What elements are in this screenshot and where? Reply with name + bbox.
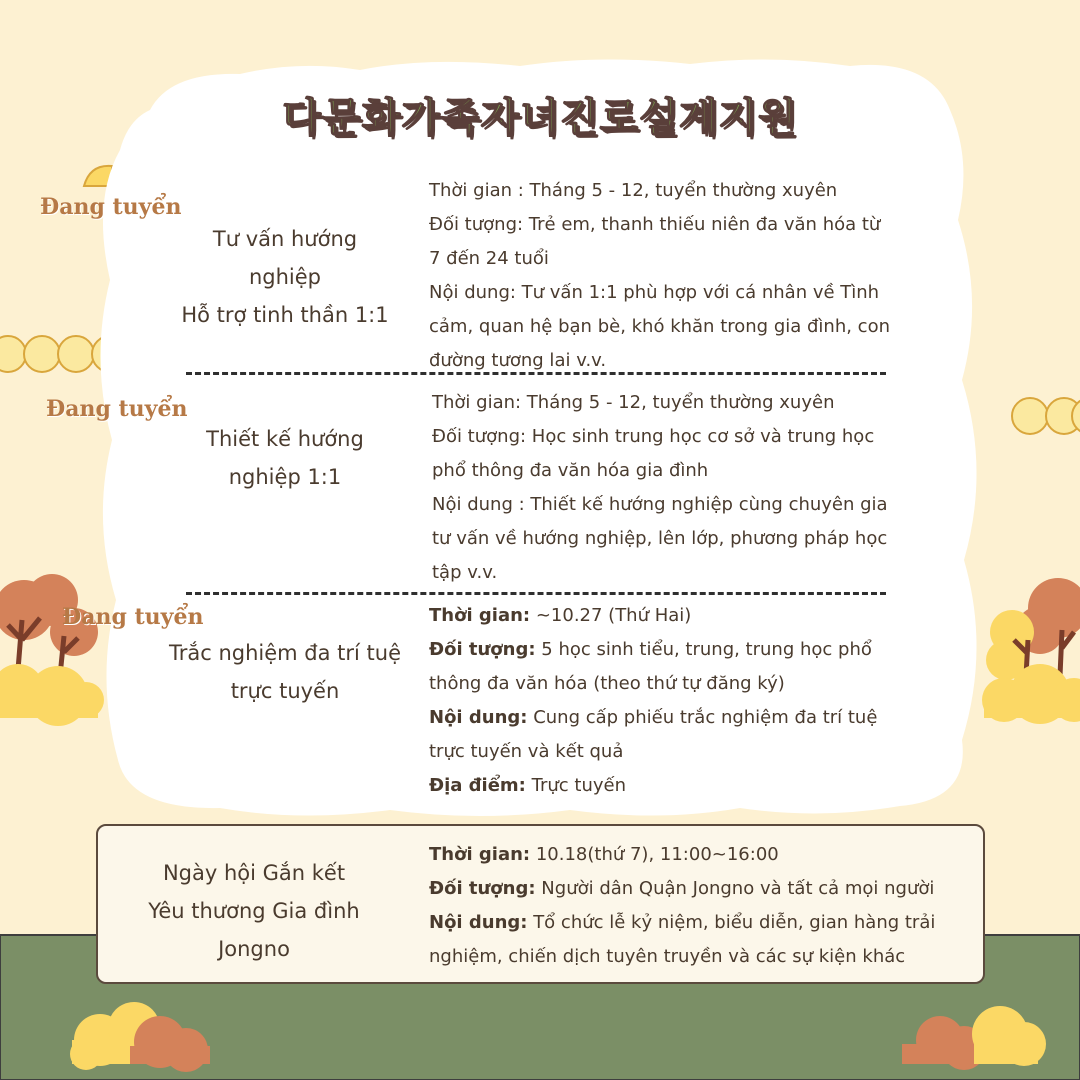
- detail-line: [429, 906, 974, 940]
- program-name-line: Hỗ trợ tinh thần 1:1: [181, 303, 389, 327]
- program-name-line: nghiệp: [248, 265, 322, 289]
- divider: [186, 592, 886, 595]
- page-title: 다문화가족자녀진로설계지원: [282, 95, 798, 141]
- detail-line: [429, 310, 949, 344]
- divider: [186, 372, 886, 375]
- program-details: [429, 599, 949, 803]
- detail-line: [429, 667, 949, 701]
- program-name-line: Tư vấn hướng: [212, 227, 358, 251]
- detail-text: đường tương lai v.v.: [429, 350, 607, 371]
- detail-line: [429, 208, 949, 242]
- detail-text: Đối tượng: Học sinh trung học cơ sở và trung học: [432, 426, 875, 447]
- detail-text: thông đa văn hóa (theo thứ tự đăng ký): [429, 673, 785, 694]
- event-name-line: Ngày hội Gắn kết: [162, 861, 346, 885]
- program-name-line: nghiệp 1:1: [228, 465, 342, 489]
- detail-label: Địa điểm:: [429, 775, 526, 796]
- detail-text: Cung cấp phiếu trắc nghiệm đa trí tuệ: [527, 707, 878, 728]
- detail-text: ~10.27 (Thứ Hai): [530, 605, 692, 626]
- program-name-line: Thiết kế hướng: [206, 427, 364, 451]
- detail-line: [429, 735, 949, 769]
- program-details: [429, 174, 949, 378]
- right-trees: [982, 578, 1080, 724]
- detail-line: [432, 420, 952, 454]
- event-name-line: Jongno: [218, 937, 290, 961]
- program-name: [160, 634, 410, 710]
- status-badge: Đang tuyển: [62, 604, 204, 630]
- detail-line: [429, 633, 949, 667]
- detail-line: [432, 488, 952, 522]
- detail-label: Thời gian:: [429, 844, 531, 865]
- detail-line: [429, 769, 949, 803]
- detail-text: 7 đến 24 tuổi: [429, 248, 549, 269]
- detail-text: 5 học sinh tiểu, trung, trung học phổ: [535, 639, 872, 660]
- detail-text: Người dân Quận Jongno và tất cả mọi người: [535, 878, 935, 899]
- status-badge: Đang tuyển: [40, 194, 182, 220]
- detail-text: 10.18(thứ 7), 11:00~16:00: [530, 844, 779, 865]
- detail-text: phổ thông đa văn hóa gia đình: [432, 460, 709, 481]
- program-name-line: Trắc nghiệm đa trí tuệ: [168, 641, 401, 665]
- detail-line: [429, 276, 949, 310]
- detail-label: Nội dung:: [429, 707, 528, 728]
- detail-line: [432, 454, 952, 488]
- detail-text: cảm, quan hệ bạn bè, khó khăn trong gia đình, con: [429, 316, 891, 337]
- right-cloud-decoration: [1012, 398, 1080, 434]
- detail-line: [429, 701, 949, 735]
- event-details: [429, 838, 974, 974]
- detail-label: Nội dung:: [429, 912, 528, 933]
- program-name-line: trực tuyến: [230, 679, 340, 703]
- detail-label: Thời gian:: [429, 605, 531, 626]
- detail-text: Thời gian: Tháng 5 - 12, tuyển thường xuyên: [432, 392, 835, 413]
- detail-line: [429, 242, 949, 276]
- detail-text: Nội dung : Thiết kế hướng nghiệp cùng chuyên gia: [432, 494, 888, 515]
- event-name-line: Yêu thương Gia đình: [148, 899, 360, 923]
- detail-text: tư vấn về hướng nghiệp, lên lớp, phương pháp học: [432, 528, 888, 549]
- detail-label: Đối tượng:: [429, 878, 536, 899]
- detail-text: trực tuyến và kết quả: [429, 741, 624, 762]
- detail-text: Thời gian : Tháng 5 - 12, tuyển thường xuyên: [429, 180, 838, 201]
- event-name: [118, 854, 390, 968]
- detail-text: Trực tuyến: [525, 775, 626, 796]
- detail-label: Đối tượng:: [429, 639, 536, 660]
- detail-text: Đối tượng: Trẻ em, thanh thiếu niên đa văn hóa từ: [429, 214, 881, 235]
- detail-text: Tổ chức lễ kỷ niệm, biểu diễn, gian hàng trải: [527, 912, 936, 933]
- detail-line: [429, 174, 949, 208]
- detail-text: nghiệm, chiến dịch tuyên truyền và các sự kiện khác: [429, 946, 906, 967]
- left-trees: [0, 574, 104, 726]
- detail-line: [432, 386, 952, 420]
- detail-line: [429, 599, 949, 633]
- detail-line: [432, 556, 952, 590]
- detail-line: [429, 872, 974, 906]
- detail-line: [429, 838, 974, 872]
- program-name: [160, 220, 410, 334]
- status-badge: Đang tuyển: [46, 396, 188, 422]
- detail-line: [432, 522, 952, 556]
- detail-text: Nội dung: Tư vấn 1:1 phù hợp với cá nhân về Tình: [429, 282, 880, 303]
- detail-line: [429, 940, 974, 974]
- detail-text: tập v.v.: [432, 562, 498, 583]
- program-details: [432, 386, 952, 590]
- program-name: [160, 420, 410, 496]
